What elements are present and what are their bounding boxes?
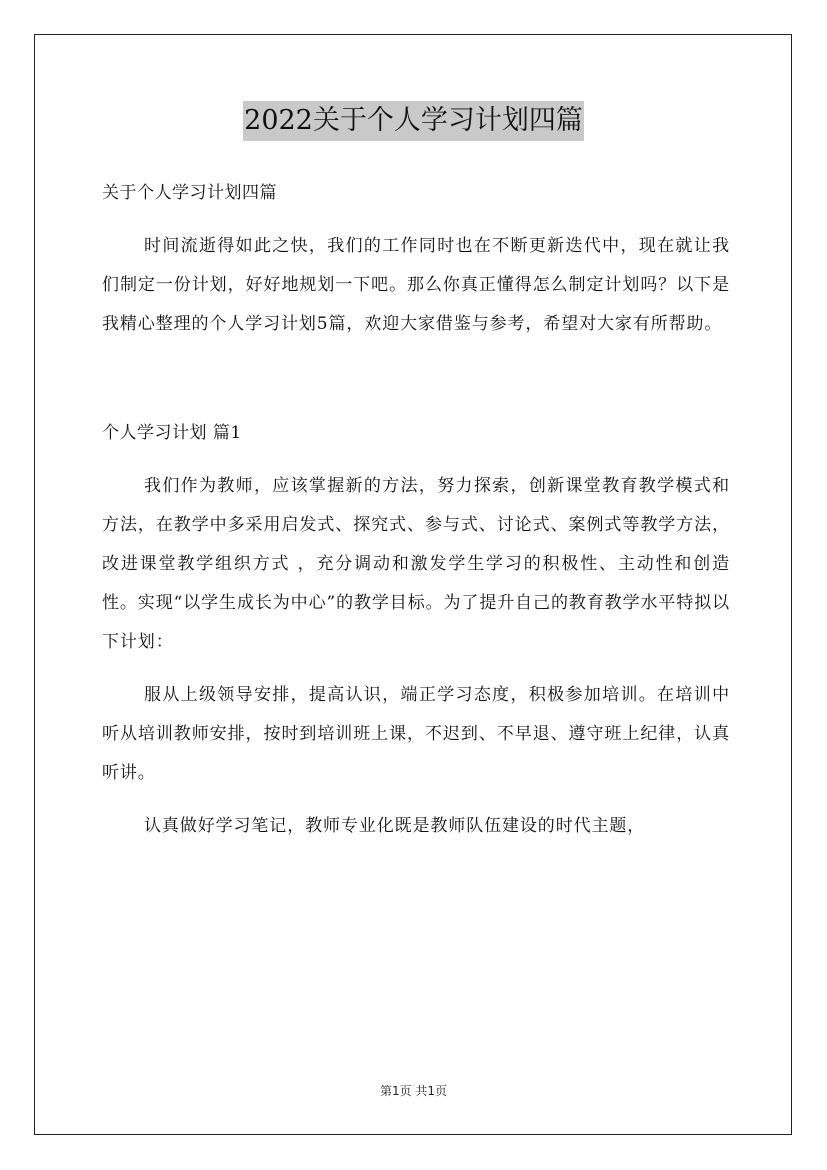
title-container [0, 101, 827, 141]
document-subheading: 关于个人学习计划四篇 [102, 183, 277, 203]
body-paragraph: 服从上级领导安排，提高认识，端正学习态度，积极参加培训。在培训中听从培训教师安排，按时到培训班上课，不迟到、不早退、遵守班上纪律，认真听讲。 [102, 685, 730, 783]
document-title: 2022关于个人学习计划四篇 [243, 101, 584, 141]
body-paragraph: 认真做好学习笔记，教师专业化既是教师队伍建设的时代主题， [144, 816, 646, 836]
section-heading: 个人学习计划 篇1 [102, 423, 242, 443]
body-paragraph: 我们作为教师，应该掌握新的方法，努力探索，创新课堂教育教学模式和方法，在教学中多采用启发式、探究式、参与式、讨论式、案例式等教学方法，改进课堂教学组织方式 ，充分调动和激发学生学习的积极性、主动性和创造性。实现“以学生成长为中心”的教学目标。为了提升自己的教育教学水平特拟以下计划： [102, 476, 730, 652]
page-footer [0, 1082, 827, 1099]
intro-paragraph: 时间流逝得如此之快，我们的工作同时也在不断更新迭代中，现在就让我们制定一份计划，好好地规划一下吧。那么你真正懂得怎么制定计划吗？以下是我精心整理的个人学习计划5篇，欢迎大家借鉴与参考，希望对大家有所帮助。 [102, 236, 730, 334]
page-number: 第1页 共1页 [379, 1084, 448, 1098]
document-body [102, 174, 730, 846]
